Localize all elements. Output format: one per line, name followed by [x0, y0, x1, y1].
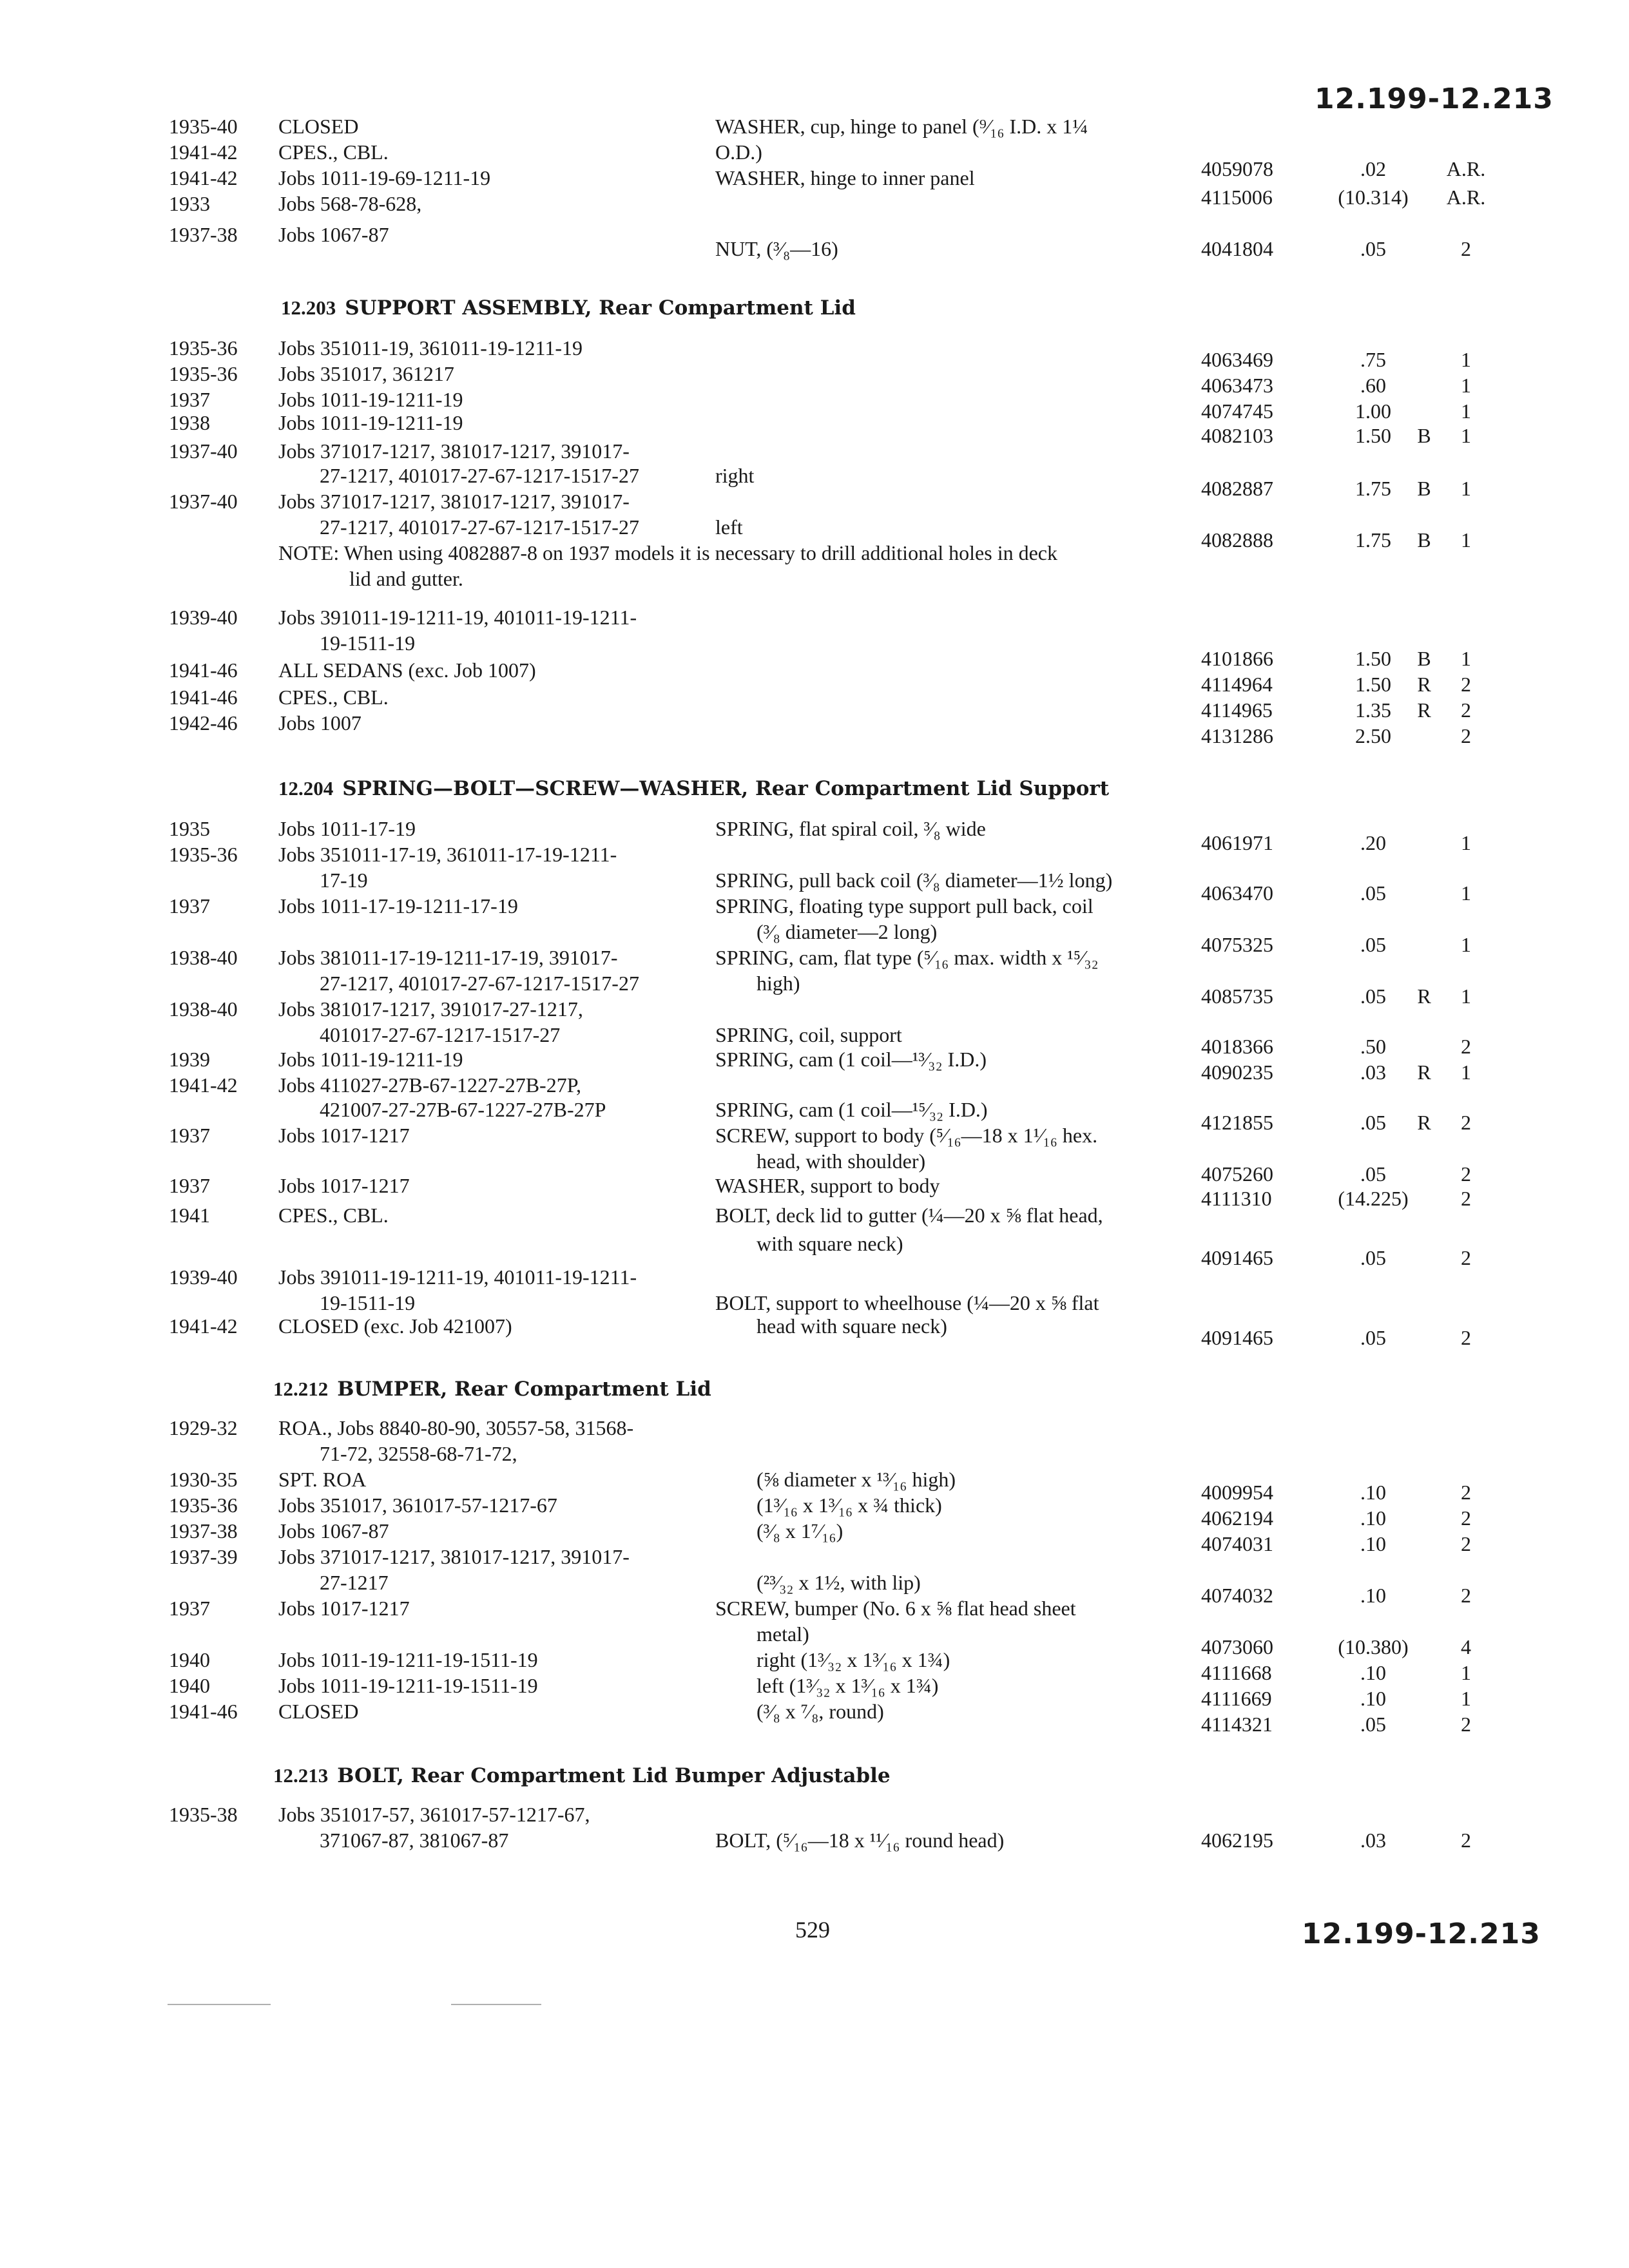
- cell-price: 2.50: [1355, 724, 1391, 747]
- cell-price: .75: [1360, 348, 1386, 371]
- cell-models: Jobs 371017-1217, 381017-1217, 391017-: [278, 439, 630, 463]
- cell-models: Jobs 1011-17-19: [278, 817, 416, 840]
- cell-nomen: right (1³⁄₃₂ x 1³⁄₁₆ x 1¾): [715, 1648, 950, 1671]
- cell-partno: 4059078: [1201, 157, 1273, 180]
- cell-price: 1.50: [1355, 647, 1391, 670]
- parts-row: [0, 1264, 1629, 1290]
- cell-nomen: SPRING, coil, support: [715, 1023, 902, 1046]
- cell-year: 1935-36: [169, 336, 238, 360]
- cell-year: 1937-40: [169, 439, 238, 463]
- cell-nomen: SCREW, bumper (No. 6 x ⅝ flat head sheet: [715, 1597, 1076, 1620]
- cell-price: .10: [1360, 1506, 1386, 1530]
- cell-nomen: BOLT, support to wheelhouse (¼—20 x ⅝ flat: [715, 1291, 1099, 1314]
- cell-year: 1937-39: [169, 1545, 238, 1568]
- cell-price: .02: [1360, 157, 1386, 180]
- scan-artifact: [451, 2004, 541, 2005]
- parts-row: [0, 113, 1629, 139]
- cell-qty: 2: [1461, 1111, 1471, 1134]
- parts-row: [0, 604, 1629, 630]
- cell-nomen: O.D.): [715, 140, 762, 164]
- cell-models: 19-1511-19: [278, 1291, 416, 1314]
- cell-year: 1937: [169, 388, 210, 411]
- cell-price: (14.225): [1338, 1187, 1409, 1210]
- cell-models: ROA., Jobs 8840-80-90, 30557-58, 31568-: [278, 1416, 634, 1439]
- cell-code: R: [1417, 1061, 1431, 1084]
- cell-nomen: SPRING, flat spiral coil, ³⁄₈ wide: [715, 817, 986, 840]
- cell-partno: 4075325: [1201, 933, 1273, 956]
- cell-year: 1942-46: [169, 711, 238, 735]
- cell-qty: 2: [1461, 1506, 1471, 1530]
- cell-partno: 4009954: [1201, 1481, 1273, 1504]
- cell-models: Jobs 1067-87: [278, 1519, 389, 1542]
- cell-code: B: [1417, 528, 1431, 552]
- cell-price: 1.50: [1355, 424, 1391, 447]
- cell-price: .05: [1360, 237, 1386, 260]
- cell-partno: 4082887: [1201, 477, 1273, 500]
- cell-models: Jobs 381017-1217, 391017-27-1217,: [278, 997, 583, 1021]
- cell-qty: 1: [1461, 528, 1471, 552]
- cell-models: Jobs 1011-19-1211-19: [278, 411, 463, 434]
- cell-models: CLOSED (exc. Job 421007): [278, 1314, 512, 1338]
- cell-partno: 4063469: [1201, 348, 1273, 371]
- cell-year: 1937-40: [169, 490, 238, 513]
- cell-nomen: high): [715, 972, 800, 995]
- parts-row: [0, 1202, 1629, 1228]
- page-number: 529: [795, 1917, 830, 1943]
- cell-models: Jobs 1017-1217: [278, 1597, 410, 1620]
- cell-year: 1937: [169, 1124, 210, 1147]
- cell-year: 1935: [169, 817, 210, 840]
- page-header-range: 12.199-12.213: [1315, 82, 1554, 115]
- cell-qty: 2: [1461, 1035, 1471, 1058]
- cell-year: 1935-40: [169, 115, 238, 138]
- cell-price: .10: [1360, 1661, 1386, 1684]
- section-number: 12.212: [273, 1378, 329, 1400]
- cell-models: Jobs 1011-17-19-1211-17-19: [278, 894, 518, 918]
- scan-artifact: [168, 2004, 271, 2005]
- cell-qty: 2: [1461, 1532, 1471, 1555]
- cell-models: Jobs 391011-19-1211-19, 401011-19-1211-: [278, 606, 637, 629]
- note-line: lid and gutter.: [349, 567, 463, 590]
- cell-qty: 1: [1461, 477, 1471, 500]
- cell-models: Jobs 1017-1217: [278, 1174, 410, 1197]
- cell-year: 1935-36: [169, 362, 238, 385]
- cell-partno: 4062195: [1201, 1829, 1273, 1852]
- section-heading: [281, 295, 856, 321]
- cell-price: 1.75: [1355, 528, 1391, 552]
- cell-nomen: (³⁄₈ diameter—2 long): [715, 920, 938, 943]
- section-heading: [278, 776, 1109, 802]
- section-number: 12.213: [273, 1764, 329, 1787]
- note: [278, 540, 1193, 591]
- cell-year: 1937: [169, 894, 210, 918]
- section-title: BOLT, Rear Compartment Lid Bumper Adjustable: [337, 1764, 891, 1787]
- cell-year: 1940: [169, 1674, 210, 1697]
- cell-year: 1935-38: [169, 1803, 238, 1826]
- cell-code: R: [1417, 673, 1431, 696]
- cell-year: 1937-38: [169, 1519, 238, 1542]
- cell-qty: 1: [1461, 933, 1471, 956]
- cell-qty: 2: [1461, 1713, 1471, 1736]
- parts-row: [0, 1802, 1629, 1827]
- cell-partno: 4114965: [1201, 698, 1273, 722]
- cell-qty: 2: [1461, 673, 1471, 696]
- cell-partno: 4101866: [1201, 647, 1273, 670]
- parts-row: [0, 488, 1629, 514]
- cell-price: .60: [1360, 374, 1386, 397]
- cell-price: .05: [1360, 1326, 1386, 1349]
- cell-partno: 4131286: [1201, 724, 1273, 747]
- parts-row: [0, 723, 1629, 749]
- cell-models: Jobs 411027-27B-67-1227-27B-27P,: [278, 1073, 581, 1097]
- cell-models: 401017-27-67-1217-1517-27: [278, 1023, 561, 1046]
- cell-qty: 2: [1461, 1481, 1471, 1504]
- cell-qty: 2: [1461, 1829, 1471, 1852]
- cell-nomen: (³⁄₈ x 1⁷⁄₁₆): [715, 1519, 843, 1542]
- cell-year: 1939-40: [169, 606, 238, 629]
- cell-models: CLOSED: [278, 1700, 359, 1723]
- cell-qty: A.R.: [1446, 186, 1486, 209]
- parts-row: [0, 1415, 1629, 1441]
- parts-row: [0, 1290, 1629, 1316]
- cell-nomen: NUT, (³⁄₈—16): [715, 237, 838, 260]
- cell-models: Jobs 1017-1217: [278, 1124, 410, 1147]
- cell-models: 421007-27-27B-67-1227-27B-27P: [278, 1098, 606, 1121]
- cell-partno: 4082888: [1201, 528, 1273, 552]
- cell-models: 17-19: [278, 869, 368, 892]
- cell-price: .05: [1360, 1246, 1386, 1269]
- cell-year: 1933: [169, 192, 210, 215]
- cell-partno: 4073060: [1201, 1635, 1273, 1658]
- cell-qty: 1: [1461, 374, 1471, 397]
- cell-qty: 2: [1461, 724, 1471, 747]
- cell-models: Jobs 351017, 361217: [278, 362, 454, 385]
- cell-nomen: WASHER, support to body: [715, 1174, 940, 1197]
- parts-row: [0, 1827, 1629, 1853]
- cell-price: .03: [1360, 1061, 1386, 1084]
- cell-price: .10: [1360, 1532, 1386, 1555]
- cell-nomen: SCREW, support to body (⁵⁄₁₆—18 x 1¹⁄₁₆ hex.: [715, 1124, 1098, 1147]
- cell-year: 1941-46: [169, 686, 238, 709]
- cell-price: .05: [1360, 1111, 1386, 1134]
- cell-models: Jobs 568-78-628,: [278, 192, 422, 215]
- cell-qty: 1: [1461, 1661, 1471, 1684]
- cell-code: B: [1417, 647, 1431, 670]
- cell-models: Jobs 1007: [278, 711, 361, 735]
- cell-partno: 4091465: [1201, 1246, 1273, 1269]
- cell-year: 1941-46: [169, 1700, 238, 1723]
- cell-partno: 4082103: [1201, 424, 1273, 447]
- cell-qty: 4: [1461, 1635, 1471, 1658]
- cell-qty: 2: [1461, 698, 1471, 722]
- cell-qty: A.R.: [1446, 157, 1486, 180]
- cell-nomen: (²³⁄₃₂ x 1½, with lip): [715, 1571, 921, 1594]
- cell-year: 1937: [169, 1174, 210, 1197]
- cell-nomen: right: [715, 464, 755, 487]
- cell-qty: 1: [1461, 1061, 1471, 1084]
- parts-row: [0, 1122, 1629, 1148]
- cell-year: 1941: [169, 1204, 210, 1227]
- cell-qty: 2: [1461, 1187, 1471, 1210]
- cell-partno: 4085735: [1201, 985, 1273, 1008]
- cell-models: 27-1217: [278, 1571, 389, 1594]
- cell-models: 371067-87, 381067-87: [278, 1829, 509, 1852]
- cell-price: 1.50: [1355, 673, 1391, 696]
- cell-nomen: left (1³⁄₃₂ x 1³⁄₁₆ x 1¾): [715, 1674, 939, 1697]
- cell-code: R: [1417, 698, 1431, 722]
- section-number: 12.204: [278, 777, 334, 800]
- cell-price: .05: [1360, 881, 1386, 905]
- cell-price: 1.75: [1355, 477, 1391, 500]
- parts-row: [0, 191, 1629, 216]
- cell-year: 1929-32: [169, 1416, 238, 1439]
- cell-year: 1939-40: [169, 1265, 238, 1289]
- cell-code: B: [1417, 477, 1431, 500]
- cell-qty: 2: [1461, 237, 1471, 260]
- cell-models: Jobs 1011-19-1211-19-1511-19: [278, 1648, 538, 1671]
- section-heading: [273, 1763, 891, 1789]
- cell-partno: 4075260: [1201, 1162, 1273, 1186]
- cell-models: 19-1511-19: [278, 631, 416, 655]
- section-heading: [273, 1376, 711, 1402]
- cell-partno: 4074032: [1201, 1584, 1273, 1607]
- cell-qty: 2: [1461, 1326, 1471, 1349]
- cell-models: Jobs 1011-19-69-1211-19: [278, 166, 491, 189]
- cell-models: CPES., CBL.: [278, 1204, 389, 1227]
- parts-row: [0, 236, 1629, 262]
- cell-price: (10.380): [1338, 1635, 1409, 1658]
- cell-partno: 4111668: [1201, 1661, 1272, 1684]
- cell-nomen: metal): [715, 1622, 809, 1646]
- cell-price: 1.35: [1355, 698, 1391, 722]
- cell-qty: 1: [1461, 881, 1471, 905]
- cell-qty: 2: [1461, 1246, 1471, 1269]
- cell-year: 1938-40: [169, 997, 238, 1021]
- cell-price: .05: [1360, 985, 1386, 1008]
- cell-price: .20: [1360, 831, 1386, 854]
- parts-row: [0, 996, 1629, 1022]
- parts-row: [0, 893, 1629, 919]
- parts-row: [0, 1325, 1629, 1350]
- cell-partno: 4074745: [1201, 399, 1273, 423]
- cell-year: 1941-42: [169, 1314, 238, 1338]
- cell-models: 27-1217, 401017-27-67-1217-1517-27: [278, 972, 639, 995]
- cell-price: .10: [1360, 1481, 1386, 1504]
- cell-models: 71-72, 32558-68-71-72,: [278, 1442, 517, 1465]
- cell-partno: 4090235: [1201, 1061, 1273, 1084]
- cell-models: Jobs 371017-1217, 381017-1217, 391017-: [278, 490, 630, 513]
- cell-partno: 4063473: [1201, 374, 1273, 397]
- cell-qty: 1: [1461, 424, 1471, 447]
- parts-row: [0, 841, 1629, 867]
- cell-year: 1941-46: [169, 658, 238, 682]
- cell-partno: 4074031: [1201, 1532, 1273, 1555]
- cell-nomen: SPRING, floating type support pull back, coil: [715, 894, 1094, 918]
- cell-price: .05: [1360, 1162, 1386, 1186]
- cell-partno: 4062194: [1201, 1506, 1273, 1530]
- cell-code: R: [1417, 985, 1431, 1008]
- parts-row: [0, 1595, 1629, 1621]
- cell-code: B: [1417, 424, 1431, 447]
- section-number: 12.203: [281, 296, 336, 319]
- cell-nomen: WASHER, cup, hinge to panel (⁹⁄₁₆ I.D. x 1¼: [715, 115, 1088, 138]
- cell-models: Jobs 1011-19-1211-19: [278, 1048, 463, 1071]
- cell-partno: 4111669: [1201, 1687, 1272, 1710]
- cell-nomen: WASHER, hinge to inner panel: [715, 166, 975, 189]
- cell-year: 1937: [169, 1597, 210, 1620]
- cell-qty: 2: [1461, 1584, 1471, 1607]
- cell-price: .50: [1360, 1035, 1386, 1058]
- parts-row: [0, 1544, 1629, 1570]
- cell-nomen: left: [715, 515, 743, 539]
- cell-price: .03: [1360, 1829, 1386, 1852]
- cell-year: 1935-36: [169, 1494, 238, 1517]
- cell-models: SPT. ROA: [278, 1468, 367, 1491]
- cell-nomen: SPRING, cam (1 coil—¹³⁄₃₂ I.D.): [715, 1048, 987, 1071]
- cell-models: Jobs 391011-19-1211-19, 401011-19-1211-: [278, 1265, 637, 1289]
- cell-qty: 1: [1461, 647, 1471, 670]
- cell-nomen: SPRING, pull back coil (³⁄₈ diameter—1½ long): [715, 869, 1113, 892]
- cell-partno: 4063470: [1201, 881, 1273, 905]
- cell-models: CPES., CBL.: [278, 140, 389, 164]
- cell-year: 1940: [169, 1648, 210, 1671]
- parts-row: [0, 438, 1629, 464]
- cell-nomen: SPRING, cam, flat type (⁵⁄₁₆ max. width x ¹⁵⁄₃₂: [715, 946, 1099, 969]
- cell-models: Jobs 1011-19-1211-19: [278, 388, 463, 411]
- note-line: NOTE: When using 4082887-8 on 1937 models it is necessary to drill additional holes in deck: [278, 541, 1057, 564]
- cell-year: 1938-40: [169, 946, 238, 969]
- cell-nomen: BOLT, (⁵⁄₁₆—18 x ¹¹⁄₁₆ round head): [715, 1829, 1005, 1852]
- cell-models: Jobs 1011-19-1211-19-1511-19: [278, 1674, 538, 1697]
- cell-models: CPES., CBL.: [278, 686, 389, 709]
- cell-partno: 4061971: [1201, 831, 1273, 854]
- cell-models: Jobs 351017, 361017-57-1217-67: [278, 1494, 557, 1517]
- cell-partno: 4091465: [1201, 1326, 1273, 1349]
- parts-row: [0, 945, 1629, 970]
- cell-qty: 1: [1461, 399, 1471, 423]
- page-footer-range: 12.199-12.213: [1302, 1917, 1541, 1950]
- cell-price: .05: [1360, 933, 1386, 956]
- cell-year: 1930-35: [169, 1468, 238, 1491]
- cell-partno: 4111310: [1201, 1187, 1272, 1210]
- cell-qty: 1: [1461, 348, 1471, 371]
- cell-qty: 1: [1461, 831, 1471, 854]
- cell-qty: 1: [1461, 1687, 1471, 1710]
- cell-qty: 1: [1461, 985, 1471, 1008]
- cell-partno: 4121855: [1201, 1111, 1273, 1134]
- cell-models: CLOSED: [278, 115, 359, 138]
- cell-models: Jobs 1067-87: [278, 223, 389, 246]
- cell-price: .05: [1360, 1713, 1386, 1736]
- cell-partno: 4018366: [1201, 1035, 1273, 1058]
- parts-row: [0, 1441, 1629, 1466]
- cell-year: 1941-42: [169, 1073, 238, 1097]
- cell-year: 1937-38: [169, 223, 238, 246]
- cell-nomen: (³⁄₈ x ⁷⁄₈, round): [715, 1700, 884, 1723]
- cell-models: ALL SEDANS (exc. Job 1007): [278, 658, 536, 682]
- section-title: BUMPER, Rear Compartment Lid: [337, 1378, 711, 1401]
- cell-price: (10.314): [1338, 186, 1409, 209]
- cell-partno: 4114964: [1201, 673, 1273, 696]
- section-title: SUPPORT ASSEMBLY, Rear Compartment Lid: [345, 296, 856, 320]
- cell-year: 1938: [169, 411, 210, 434]
- cell-nomen: BOLT, deck lid to gutter (¼—20 x ⅝ flat head,: [715, 1204, 1103, 1227]
- parts-row: [0, 1072, 1629, 1098]
- cell-year: 1941-42: [169, 140, 238, 164]
- cell-models: Jobs 381011-17-19-1211-17-19, 391017-: [278, 946, 618, 969]
- cell-nomen: (1³⁄₁₆ x 1³⁄₁₆ x ¾ thick): [715, 1494, 942, 1517]
- cell-partno: 4114321: [1201, 1713, 1273, 1736]
- cell-price: 1.00: [1355, 399, 1391, 423]
- cell-nomen: with square neck): [715, 1232, 903, 1255]
- parts-row: [0, 1711, 1629, 1737]
- cell-models: 27-1217, 401017-27-67-1217-1517-27: [278, 515, 639, 539]
- cell-nomen: head with square neck): [715, 1314, 947, 1338]
- cell-nomen: (⅝ diameter x ¹³⁄₁₆ high): [715, 1468, 956, 1491]
- cell-price: .10: [1360, 1687, 1386, 1710]
- cell-models: Jobs 351011-17-19, 361011-17-19-1211-: [278, 843, 617, 866]
- cell-models: Jobs 371017-1217, 381017-1217, 391017-: [278, 1545, 630, 1568]
- cell-year: 1939: [169, 1048, 210, 1071]
- section-title: SPRING—BOLT—SCREW—WASHER, Rear Compartment Lid Support: [342, 777, 1110, 800]
- cell-code: R: [1417, 1111, 1431, 1134]
- cell-models: Jobs 351011-19, 361011-19-1211-19: [278, 336, 583, 360]
- cell-partno: 4115006: [1201, 186, 1273, 209]
- cell-partno: 4041804: [1201, 237, 1273, 260]
- cell-nomen: head, with shoulder): [715, 1149, 926, 1173]
- cell-year: 1935-36: [169, 843, 238, 866]
- cell-price: .10: [1360, 1584, 1386, 1607]
- cell-models: 27-1217, 401017-27-67-1217-1517-27: [278, 464, 639, 487]
- cell-nomen: SPRING, cam (1 coil—¹⁵⁄₃₂ I.D.): [715, 1098, 988, 1121]
- cell-qty: 2: [1461, 1162, 1471, 1186]
- cell-models: Jobs 351017-57, 361017-57-1217-67,: [278, 1803, 590, 1826]
- cell-year: 1941-42: [169, 166, 238, 189]
